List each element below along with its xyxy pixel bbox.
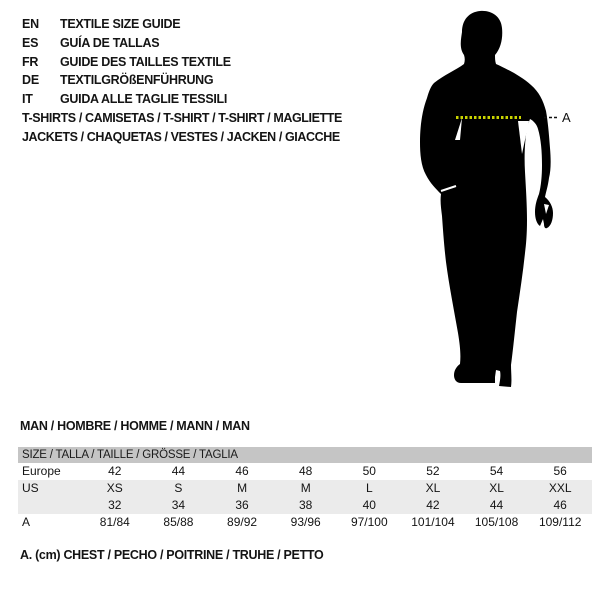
table-cell: 105/108 <box>474 515 519 529</box>
size-table <box>18 447 592 531</box>
size-table-header: SIZE / TALLA / TAILLE / GRÖSSE / TAGLIA <box>18 447 592 463</box>
table-cell: 44 <box>171 464 186 478</box>
table-cell: 52 <box>426 464 440 478</box>
silhouette-body <box>420 11 553 387</box>
language-label: TEXTILE SIZE GUIDE <box>60 17 181 32</box>
table-cell: S <box>174 481 183 495</box>
table-cell: 93/96 <box>290 515 321 529</box>
table-cell: L <box>365 481 373 495</box>
language-code: EN <box>22 17 39 32</box>
language-label: GUIDE DES TAILLES TEXTILE <box>60 54 231 69</box>
language-label: GUÍA DE TALLAS <box>60 36 160 51</box>
table-cell: 89/92 <box>227 515 258 529</box>
table-cell: 32 <box>108 498 122 512</box>
table-cell: 46 <box>235 464 249 478</box>
language-label: GUIDA ALLE TAGLIE TESSILI <box>60 92 228 107</box>
table-cell: XL <box>489 481 504 495</box>
table-cell: 81/84 <box>99 515 130 529</box>
table-cell: 44 <box>489 498 504 512</box>
row-label: US <box>22 481 39 495</box>
language-code: ES <box>22 36 39 51</box>
table-row-chest-a <box>18 514 592 531</box>
row-label: Europe <box>22 464 61 478</box>
table-cell: 48 <box>299 464 313 478</box>
table-cell: XL <box>425 481 441 495</box>
measure-label-a: A <box>562 110 571 125</box>
table-cell: 50 <box>362 464 376 478</box>
table-cell: 56 <box>553 464 567 478</box>
table-cell: 34 <box>171 498 186 512</box>
man-silhouette-figure <box>395 0 600 395</box>
table-row-us-letters <box>18 480 592 497</box>
row-label: A <box>22 515 31 529</box>
table-cell: 85/88 <box>163 515 194 529</box>
table-cell: 54 <box>489 464 504 478</box>
table-cell: XS <box>106 481 123 495</box>
section-title-man: MAN / HOMBRE / HOMME / MANN / MAN <box>20 419 250 433</box>
table-cell: 46 <box>553 498 567 512</box>
language-code: IT <box>22 92 33 107</box>
table-cell: 36 <box>235 498 249 512</box>
category-list <box>22 109 342 146</box>
table-cell: 109/112 <box>538 515 582 529</box>
measurement-footnote: A. (cm) CHEST / PECHO / POITRINE / TRUHE / PETTO <box>20 548 324 562</box>
table-cell: 38 <box>299 498 313 512</box>
table-cell: M <box>237 481 248 495</box>
table-cell: 97/100 <box>350 515 388 529</box>
table-cell: 42 <box>108 464 122 478</box>
table-row-europe <box>18 463 592 480</box>
language-row-fr <box>22 52 231 71</box>
language-row-en <box>22 15 231 34</box>
category-tshirts: T-SHIRTS / CAMISETAS / T-SHIRT / T-SHIRT / MAGLIETTE <box>22 111 342 125</box>
language-code: DE <box>22 73 39 88</box>
language-label: TEXTILGRÖßENFÜHRUNG <box>60 73 214 88</box>
table-cell: XXL <box>548 481 572 495</box>
table-cell: 101/104 <box>411 515 455 529</box>
row-label <box>18 497 83 514</box>
table-row-us-numbers <box>18 497 592 514</box>
category-jackets: JACKETS / CHAQUETAS / VESTES / JACKEN / GIACCHE <box>22 129 340 144</box>
man-silhouette <box>395 0 600 395</box>
language-list <box>22 15 231 108</box>
table-cell: 42 <box>426 498 440 512</box>
table-cell: M <box>300 481 311 495</box>
language-row-es <box>22 34 231 53</box>
language-row-de <box>22 71 231 90</box>
language-code: FR <box>22 54 39 69</box>
language-row-it <box>22 90 231 109</box>
table-cell: 40 <box>362 498 376 512</box>
